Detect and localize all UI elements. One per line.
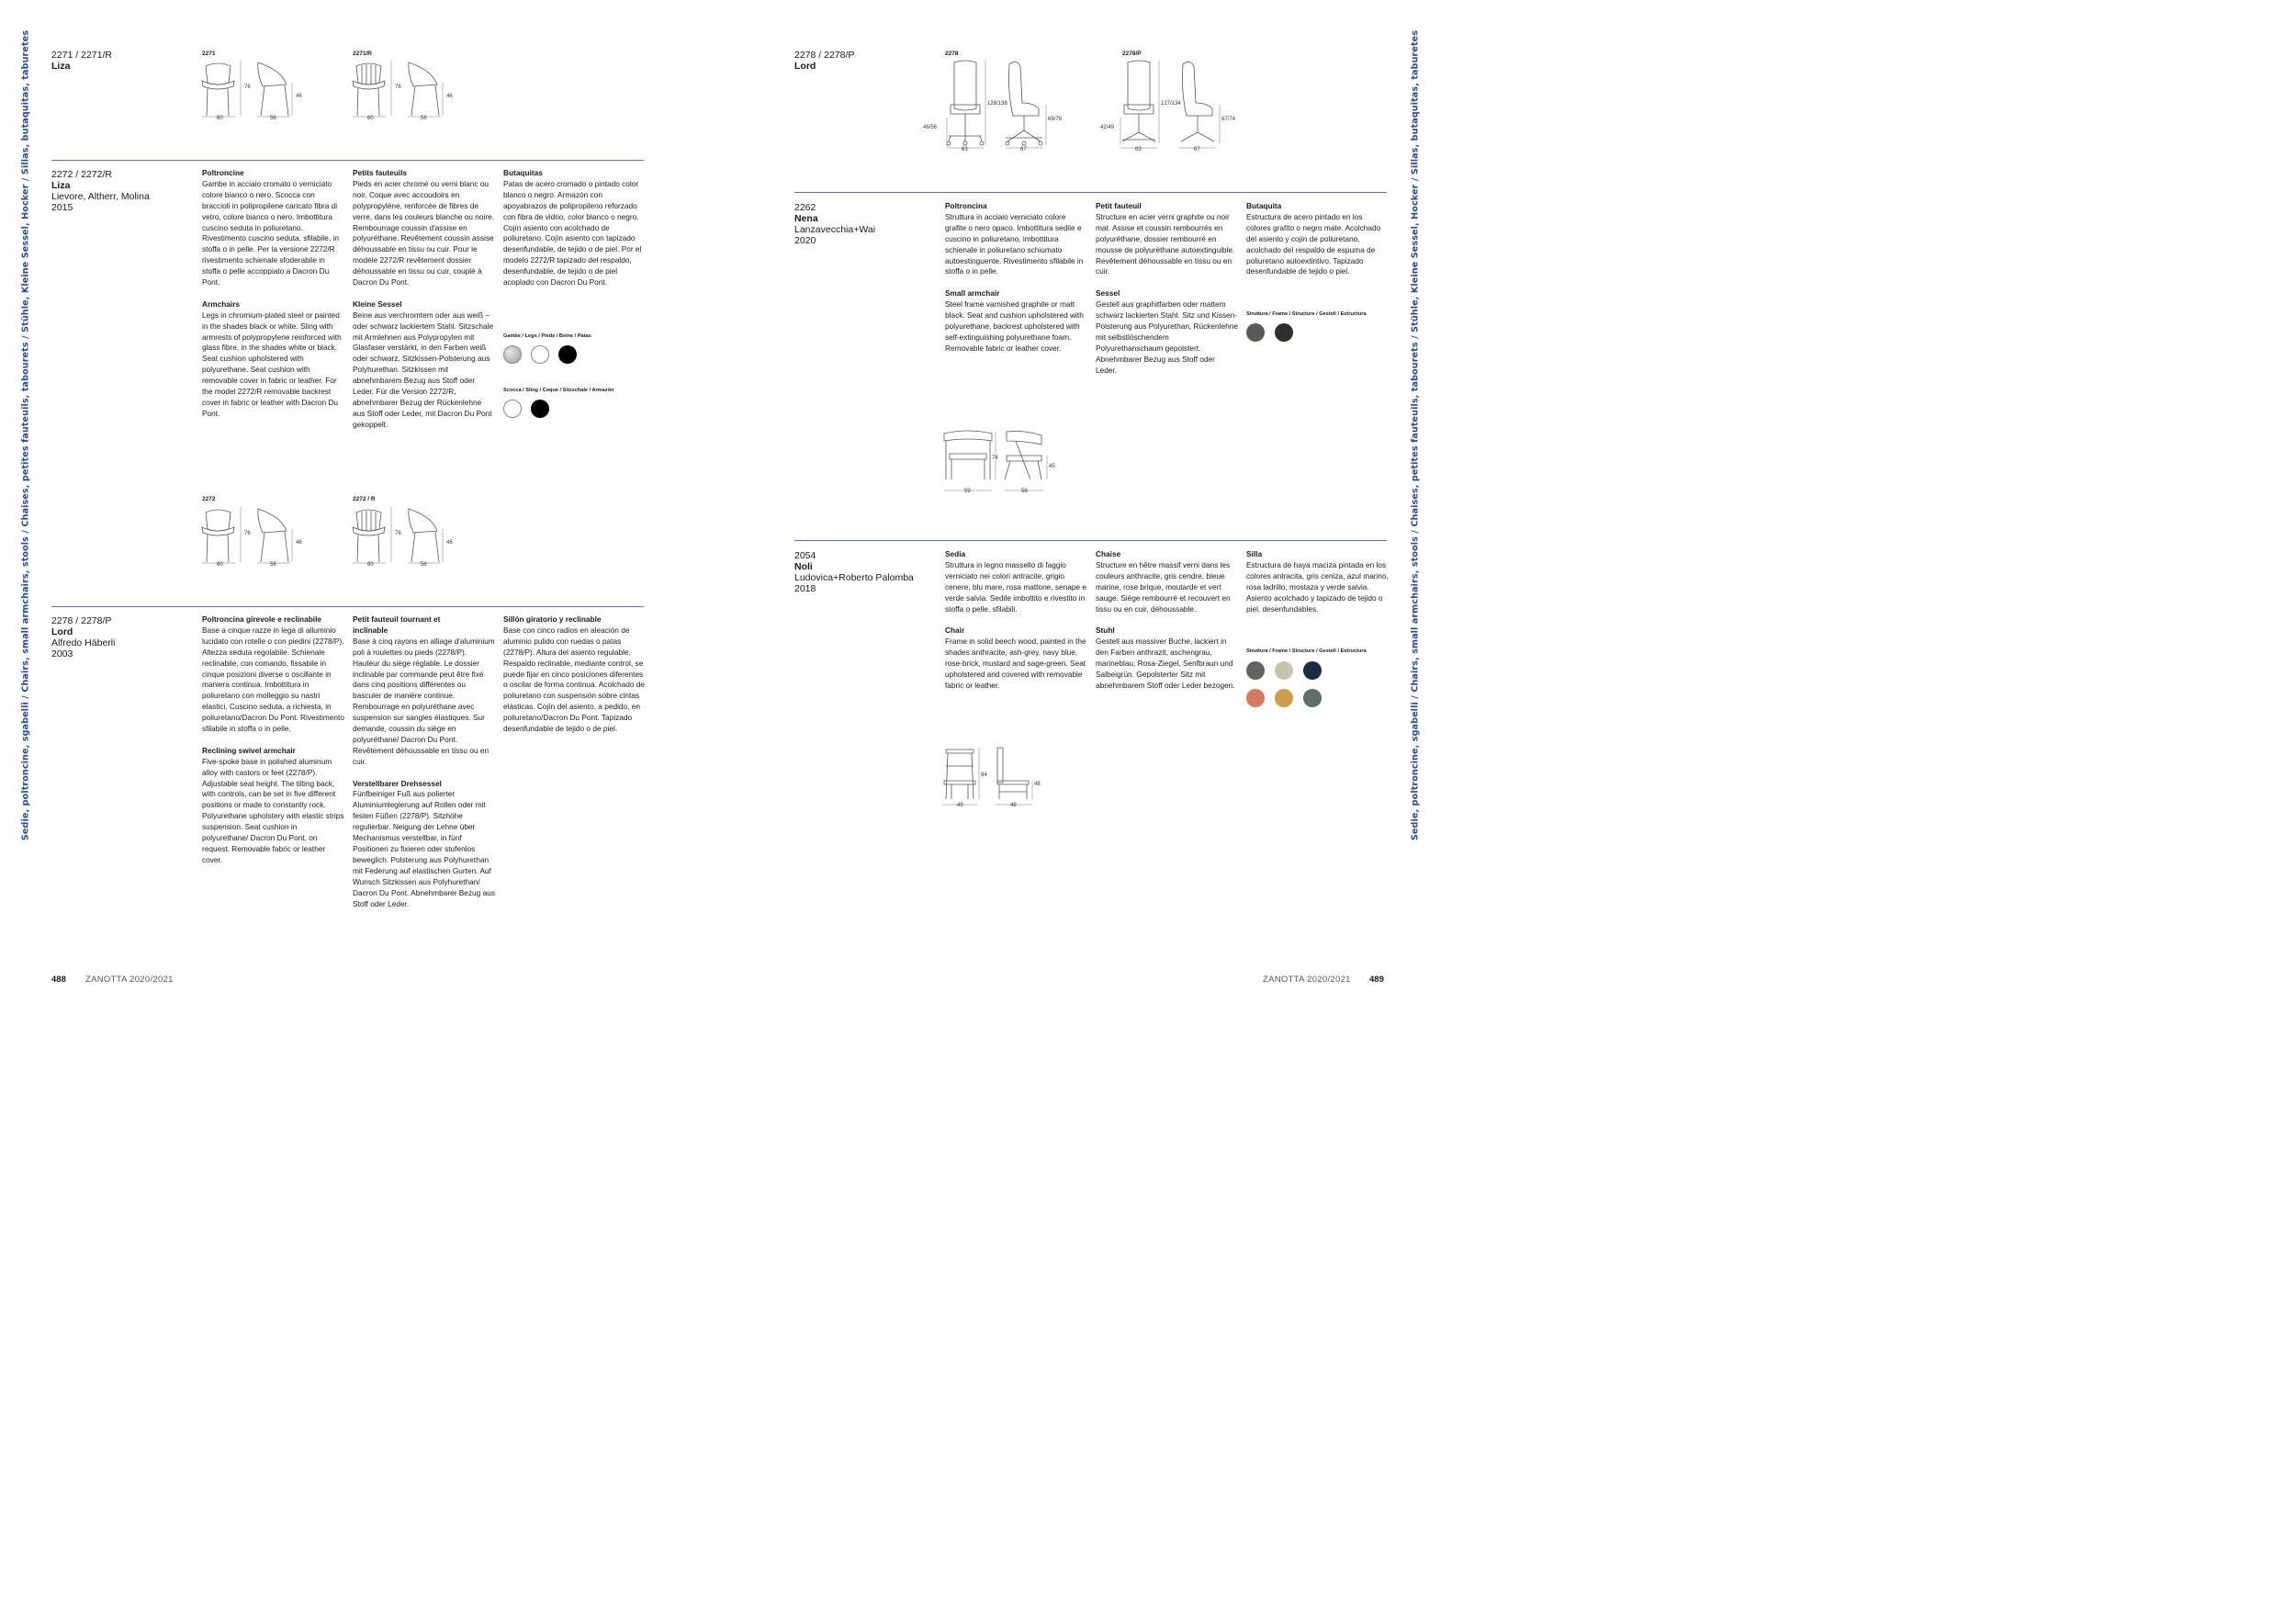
swatch-white — [531, 345, 549, 364]
description-title-it: Poltroncine — [202, 168, 244, 177]
description-column — [945, 201, 1087, 366]
dim-depth: 56 — [270, 116, 276, 121]
description-text-de: Gestell aus graphitfarben oder mattem schwarz lackierten Stahl. Sitz und Kissen-Polsterung aus Polyurethan, Rückenlehne mit selbstlöschendem Polyurethanschaum gepolstert. Abnehmbarer Bezug aus Stoff oder Leder. — [1096, 299, 1238, 375]
dim-depth: 56 — [421, 562, 427, 568]
dim-seat: 46/56 — [923, 125, 938, 130]
description-text-es: Patas de acero cromado o pintado color blanco o negro. Armazón con apoyabrazos de polipropileno reforzado con fibra de vidrio, color blanco o negro. Cojín asiento con acolchado de poliuretano. Cojín asiento con tapizado desenfundable, de tejido o de piel. Por el modelo 2272/R tapizado del respaldo, desenfundable, de tejido o de piel acoplado con Dacron Du Pont. — [503, 178, 642, 287]
description-title-en: Armchairs — [202, 299, 241, 309]
dim-height: 84 — [981, 772, 987, 778]
dim-seat: 42/49 — [1100, 125, 1115, 130]
description-title-es: Silla — [1246, 549, 1263, 558]
description-title-fr: Petit fauteuil tournant et inclinable — [353, 614, 441, 635]
drawing-label: 2272 / R — [353, 496, 376, 502]
description-text-it: Struttura in acciaio verniciato colore grafite o nero opaco. Imbottitura sedile e cuscino in poliuretano, imbottitura schienale in poliuretano schiumato autoestinguente. Rivestimento sfilabile in stoffa o in pelle. — [945, 211, 1084, 276]
dim-height: 128/138 — [987, 101, 1007, 107]
description-column — [353, 614, 495, 920]
dim-width: 60 — [217, 116, 223, 121]
footer-brand: ZANOTTA 2020/2021 — [1263, 975, 1351, 985]
dim-depth: 48 — [1010, 803, 1017, 808]
product-name: Lord — [51, 626, 73, 637]
description-title-en: Chair — [945, 626, 965, 636]
drawing-label: 2278/P — [1122, 51, 1142, 57]
description-text-fr: Structure en hêtre massif verni dans les couleurs anthracite, gris cendre, bleue marine, rose brique, moutarde et vert sauge. Siège rembourré et recouvert en tissu ou en cuir, déhoussable. — [1096, 559, 1231, 614]
swatch-white — [503, 400, 522, 418]
swatch-black — [1275, 323, 1293, 342]
section-divider — [794, 540, 1387, 541]
swatch-black — [558, 345, 577, 364]
description-text-en: Steel frame varnished graphite or matt black. Seat and cushion upholstered with polyurethane, backrest upholstered with self-extinguishing polyurethane foam. Removable fabric or leather cover. — [945, 299, 1084, 353]
dim-width: 60 — [367, 116, 374, 121]
year: 2018 — [794, 583, 816, 594]
dim-arm: 69/79 — [1048, 117, 1063, 122]
product-name: Liza — [51, 180, 71, 191]
product-code: 2054 — [794, 550, 816, 561]
dim-width: 59 — [964, 489, 971, 494]
description-column — [353, 168, 495, 442]
dim-depth: 56 — [270, 562, 276, 568]
year: 2020 — [794, 235, 816, 246]
lord-fixed-drawing — [1098, 57, 1255, 156]
description-title-fr: Petits fauteuils — [353, 168, 408, 177]
description-title-it: Poltroncina — [945, 201, 987, 210]
swatch-label: Gambe / Legs / Pieds / Beine / Patas — [503, 333, 591, 339]
drawing-label: 2272 — [202, 496, 216, 502]
dim-seat: 48 — [1034, 782, 1041, 787]
description-title-it: Poltroncina girevole e reclinabile — [202, 614, 322, 624]
dim-seat: 46 — [296, 540, 302, 546]
dim-height: 74 — [992, 456, 998, 461]
liza-2272r-drawing — [347, 502, 457, 570]
description-text-fr: Structure en acier verni graphite ou noir mat. Assise et coussin rembourrés en polyuréthane, dossier rembourré en mousse de polyuréthane autoextinguible. Revêtement déhoussable en tissu ou en cuir. — [1096, 211, 1235, 276]
swatch-rose-brick — [1246, 689, 1265, 707]
product-code: 2262 — [794, 202, 816, 213]
liza-chair-drawing — [197, 55, 307, 124]
description-column — [1096, 549, 1238, 703]
dim-width: 49 — [957, 803, 963, 808]
swatch-mustard — [1275, 689, 1293, 707]
swatch-label: Struttura / Frame / Structure / Gestell / Estructura — [1246, 648, 1367, 654]
description-text-en: Legs in chromium-plated steel or painted in the shades black or white. Sling with armrests of polypropylene reinforced with glass fibre, in the shades white or black. Seat cushion upholstered with polyurethane. Seat cushion with removable cover in fabric or leather. For the model 2272/R removable backrest cover in fabric or leather with Dacron Du Pont. — [202, 310, 342, 418]
year: 2003 — [51, 648, 73, 659]
swatch-label: Scocca / Sling / Coque / Sitzschale / Armazón — [503, 388, 614, 393]
description-title-fr: Chaise — [1096, 549, 1121, 558]
dim-height: 127/134 — [1161, 101, 1181, 107]
description-title-de: Stuhl — [1096, 626, 1115, 636]
description-text-es: Estructura de haya maciza pintada en los colores antracita, gris ceniza, azul marino, rosa ladrillo, mostaza y verde salvia. Asiento acolchado y tapizado de tejido o piel, desenfundables. — [1246, 559, 1389, 614]
section-divider — [51, 160, 644, 161]
drawing-label: 2271 — [202, 51, 216, 57]
description-title-de: Kleine Sessel — [353, 299, 402, 309]
designer: Ludovica+Roberto Palomba — [794, 572, 914, 583]
swatch-sage-green — [1303, 689, 1322, 707]
designer: Alfredo Häberli — [51, 637, 116, 648]
description-text-es: Base con cinco radios en aleación de aluminio pulido con ruedas o patas (2278/P). Altura del asiento regulable. Respaldo reclinable, mediante control, se puede fijar en cinco posiciones diferentes o oscilar de forma continua. Acolchado de poliuretano con suspensión sobre cintas elásticas. Cojín del asiento, a pedido, en poliuretano/Dacron Du Pont. Tapizado desenfundable de tejido o de piel. — [503, 625, 646, 734]
description-column — [1246, 549, 1389, 626]
description-column — [1096, 201, 1238, 387]
description-text-it: Gambe in acciaio cromato o verniciato colore bianco o nero. Scocca con braccioli in polipropilene caricato fibra di vetro, colore bianco o nero. Imbottitura cuscino seduta in poliuretano. Rivestimento cuscino seduta, sfilabile, in stoffa o in pelle. Per la versione 2272/R rivestimento schienale sfoderabile in stoffa o pelle accoppiato a Dacron Du Pont. — [202, 178, 339, 287]
description-column — [945, 549, 1087, 703]
lord-swivel-drawing — [921, 57, 1077, 156]
year: 2015 — [51, 202, 73, 213]
description-text-de: Fünfbeiniger Fuß aus polierter Aluminiumlegierung auf Rollen oder mit festen Füßen (2278/P). Sitzhöhe regulierbar. Neigung der Lehne über Mechanismus verstellbar, in fünf Positionen zu fixieren oder stufenlos beweglich. Polsterung aus Polyhurethan mit Federung auf elastischen Gurten. Auf Wunsch Sitzkissen aus Polyhurethan/ Dacron Du Pont. Abnehmbarer Bezug aus Stoff oder Leder. — [353, 789, 495, 908]
dim-height: 76 — [244, 531, 251, 536]
product-code: 2271 / 2271/R — [51, 50, 112, 61]
product-name: Liza — [51, 61, 71, 72]
description-column — [202, 614, 344, 877]
swatch-navy-blue — [1303, 661, 1322, 680]
description-column — [1246, 201, 1389, 288]
swatch-chrome — [503, 345, 522, 364]
description-title-es: Butaquitas — [503, 168, 543, 177]
description-title-en: Small armchair — [945, 288, 1000, 299]
footer-brand: ZANOTTA 2020/2021 — [85, 975, 174, 985]
liza-2272-drawing — [197, 502, 307, 570]
description-text-fr: Base à cinq rayons en alliage d'aluminium poli à roulettes ou pieds (2278/P). Hauteur du siège réglable. Le dossier inclinable par commande peut être fixé dans cinq positions différentes ou basculer de manière continue. Rembourrage en polyuréthane avec suspension sur sangles élastiques. Sur demande, coussin du siège en polyuréthane/ Dacron Du Pont. Revêtement déhoussable en tissu ou en cuir. — [353, 636, 495, 766]
drawing-label: 2278 — [945, 51, 959, 57]
product-name: Lord — [794, 61, 816, 72]
drawing-label: 2271/R — [353, 51, 372, 57]
product-name: Noli — [794, 561, 813, 572]
description-title-es: Sillón giratorio y reclinable — [503, 614, 602, 624]
dim-width: 60 — [367, 562, 374, 568]
sidebar-category-right: Sedie, poltroncine, sgabelli / Chairs, small armchairs, stools / Chaises, petites fauteuils, tabourets / Stühle, Kleine Sessel, Hocker / Sillas, butaquitas, taburetes — [1410, 29, 1421, 841]
description-text-fr: Pieds en acier chromé ou verni blanc ou noir. Coque avec accoudoirs en polypropylène, renforcée de fibres de verre, dans les couleurs blanche ou noire. Rembourrage coussin d'assise en polyuréthane. Revêtement coussin assise déhoussable en tissu ou cuir. Pour le modèle 2272/R revêtement dossier déhoussable en tissu ou cuir, couplé à Dacron Du Pont. — [353, 178, 495, 287]
description-text-es: Estructura de acero pintado en los colores grafito o negro mate. Acolchado del asiento y cojín de poliuretano, acolchado del respaldo de espuma de poliuretano autoextintivo. Tapizado desenfundable de tejido o piel. — [1246, 211, 1381, 276]
page-number: 488 — [51, 975, 66, 985]
dim-arm: 67/74 — [1221, 117, 1236, 122]
description-title-de: Sessel — [1096, 288, 1120, 299]
dim-depth: 67 — [1194, 147, 1200, 152]
sidebar-category-left: Sedie, poltroncine, sgabelli / Chairs, small armchairs, stools / Chaises, petites fauteuils, tabourets / Stühle, Kleine Sessel, Hocker / Sillas, butaquitas, taburetes — [20, 29, 31, 841]
swatch-ash-grey — [1275, 661, 1293, 680]
section-divider — [794, 192, 1387, 193]
product-name: Nena — [794, 213, 818, 224]
dim-depth: 56 — [421, 116, 427, 121]
nena-chair-drawing — [940, 428, 1060, 498]
dim-seat: 45 — [1049, 464, 1055, 469]
dim-seat: 46 — [296, 94, 302, 99]
swatch-graphite — [1246, 323, 1265, 342]
description-text-en: Frame in solid beech wood, painted in the shades anthracite, ash-grey, navy blue, rose-brick, mustard and sage-green. Seat upholstered and covered with removable fabric or leather. — [945, 637, 1086, 690]
dim-depth: 67 — [1020, 147, 1027, 152]
description-title-es: Butaquita — [1246, 201, 1282, 210]
page-number: 489 — [1369, 975, 1384, 985]
dim-height: 76 — [395, 85, 401, 90]
description-text-de: Gestell aus massiver Buche, lackiert in den Farben anthrazit, aschengrau, marineblau, Rosa-Ziegel, Senfbraun und Salbeigrün. Gepolsterter Sitz mit abnehmbarem Stoff oder Leder bezogen. — [1096, 637, 1235, 690]
swatch-anthracite — [1246, 661, 1265, 680]
description-title-de: Verstellbarer Drehsessel — [353, 778, 442, 788]
description-title-fr: Petit fauteuil — [1096, 201, 1142, 210]
dim-width: 63 — [962, 147, 968, 152]
dim-depth: 56 — [1021, 489, 1028, 494]
liza-r-chair-drawing — [347, 55, 457, 124]
description-column — [202, 168, 344, 431]
description-title-it: Sedia — [945, 549, 966, 558]
dim-seat: 46 — [446, 540, 453, 546]
swatch-black — [531, 400, 549, 418]
product-code: 2278 / 2278/P — [794, 50, 855, 61]
noli-chair-drawing — [939, 746, 1049, 812]
description-text-it: Base a cinque razze in lega di alluminio lucidato con rotelle o con piedini (2278/P). Altezza seduta regolabile. Schienale reclinabile, con comando, fissabile in cinque posizioni diverse o oscillante in maniera continua. Imbottitura in poliuretano con molleggio su nastri elastici. Cuscino seduta, a richiesta, in poliuretano/Dacron Du Pont. Rivestimento sfilabile in stoffa o in pelle. — [202, 625, 344, 734]
description-text-it: Struttura in legno massello di faggio verniciato nei colori antracite, grigio cenere, blu mare, rosa mattone, senape e verde salvia. Sedile imbottito e rivestito in stoffa o pelle, sfilabili. — [945, 559, 1087, 614]
section-divider — [51, 606, 644, 607]
designer: Lievore, Altherr, Molina — [51, 191, 150, 202]
product-code: 2278 / 2278/P — [51, 615, 112, 626]
description-title-en: Reclining swivel armchair — [202, 745, 296, 755]
dim-width: 60 — [217, 562, 223, 568]
designer: Lanzavecchia+Wai — [794, 224, 876, 235]
swatch-label: Struttura / Frame / Structure / Gestell / Estructura — [1246, 311, 1367, 317]
description-text-de: Beine aus verchromtem oder aus weiß – oder schwarz lackiertem Stahl. Sitzschale mit Armlehnen aus Polypropylen mit Glasfaser verstärkt, in den Farben weiß oder schwarz. Sitzkissen-Polsterung aus Polyhurethan. Sitzkissen mit abnehmbarem Bezug aus Stoff oder Leder. Für die Version 2272/R, abnehmbarer Bezug der Rückenlehne aus Stoff oder Leder, mit Dacron Du Pont gekoppelt. — [353, 310, 494, 429]
dim-width: 63 — [1135, 147, 1142, 152]
description-column — [503, 168, 646, 299]
description-column — [503, 614, 646, 746]
dim-height: 76 — [395, 531, 401, 536]
dim-seat: 46 — [446, 94, 453, 99]
description-text-en: Five-spoke base in polished aluminum alloy with castors or feet (2278/P). Adjustable seat height. The tilting back, with controls, can be set in five different positions or made to constantly rock. Polyurethane upholstery with elastic strips suspension. Seat cushion in polyurethane/ Dacron Du Pont, on request. Removable fabric or leather cover. — [202, 756, 344, 864]
dim-height: 76 — [244, 85, 251, 90]
product-code: 2272 / 2272/R — [51, 169, 112, 180]
